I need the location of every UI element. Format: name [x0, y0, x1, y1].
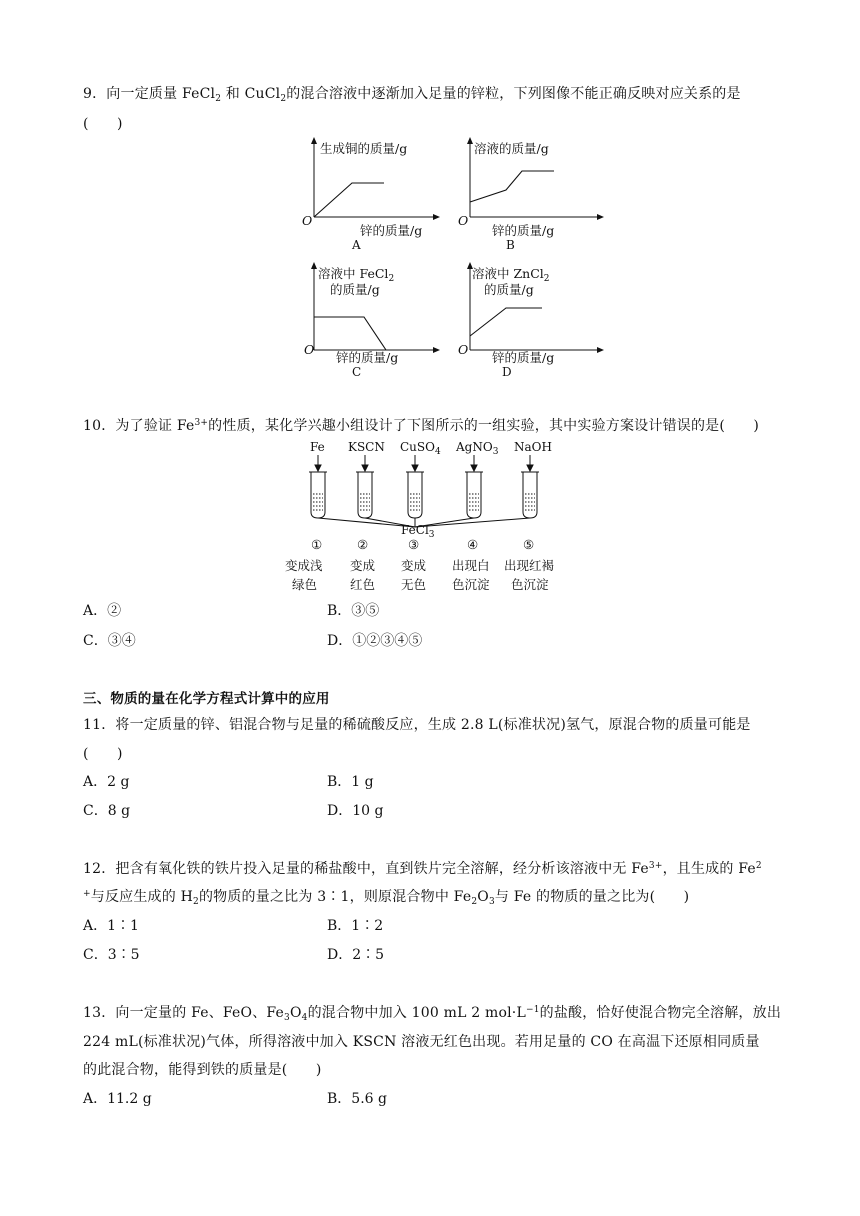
q10-stem-part: 10．为了验证 Fe	[83, 418, 195, 434]
graph-a	[300, 135, 440, 255]
tube-num-2: ②	[357, 537, 369, 552]
q12-option-d: D．2∶5	[327, 947, 385, 963]
reagent-4-sub: 3	[492, 447, 499, 457]
graph-d-origin: O	[458, 342, 469, 357]
q12-sup: 3+	[648, 861, 663, 871]
result-1-line1: 变成浅	[285, 558, 323, 573]
reagent-2	[348, 440, 385, 454]
tube-num-1: ①	[311, 537, 323, 552]
reagent-1-text: Fe	[310, 440, 325, 454]
q9-stem	[83, 83, 741, 104]
test-tube-figure	[280, 438, 580, 598]
graph-c-ylabel1-sub: 2	[388, 274, 395, 284]
tube-1	[309, 455, 327, 518]
tube-2	[356, 455, 374, 518]
q12-stem-part: ，且生成的 Fe	[662, 861, 756, 877]
q12-option-c: C．3∶5	[83, 947, 140, 963]
q11-option-d: D．10 g	[327, 803, 384, 819]
section-heading: 三、物质的量在化学方程式计算中的应用	[83, 691, 330, 707]
q12-option-b: B．1∶2	[327, 918, 384, 934]
q11-paren: ( )	[83, 746, 123, 762]
q9-paren: ( )	[83, 116, 123, 132]
q12-stem-part: 与反应生成的 H	[90, 889, 194, 905]
tube-4	[465, 455, 483, 518]
result-2-line2: 红色	[350, 577, 376, 592]
reagent-5	[514, 440, 552, 454]
q12-stem-line2	[83, 886, 689, 907]
graph-d-ylabel2: 的质量/g	[484, 282, 534, 297]
q11-option-c: C．8 g	[83, 803, 131, 819]
q12-stem-line1	[83, 858, 762, 878]
graph-a-ylabel: 生成铜的质量/g	[320, 141, 408, 156]
q13-stem-line1	[83, 1002, 781, 1023]
q9-stem-part: 9．向一定质量 FeCl	[83, 86, 216, 102]
reagent-3-sub: 4	[434, 447, 441, 457]
q10-option-b: B．③⑤	[327, 603, 380, 619]
graph-c	[300, 258, 440, 383]
q12-sup: +	[83, 889, 91, 899]
reagent-5-text: NaOH	[514, 440, 552, 454]
reagent-1	[310, 440, 325, 454]
graph-c-origin: O	[304, 342, 315, 357]
reagent-4-text: AgNO	[456, 440, 493, 454]
tube-num-5: ⑤	[523, 537, 535, 552]
reagent-3-text: CuSO	[400, 440, 435, 454]
reagent-4	[456, 440, 498, 457]
q10-option-a: A．②	[83, 603, 122, 619]
q13-stem-part: O	[289, 1005, 302, 1021]
result-3-line2: 无色	[401, 577, 427, 592]
tube-num-3: ③	[408, 537, 420, 552]
q13-stem-part: 的盐酸，恰好使混合物完全溶解，放出	[539, 1005, 782, 1021]
q12-stem-part: 12．把含有氧化铁的铁片投入足量的稀盐酸中，直到铁片完全溶解，经分析该溶液中无 Fe	[83, 861, 649, 877]
graph-b-origin: O	[458, 213, 469, 228]
graph-d-ylabel1-text: 溶液中 ZnCl	[472, 266, 544, 281]
q13-option-b: B．5.6 g	[327, 1091, 387, 1107]
graph-a-origin: O	[302, 213, 313, 228]
graph-b	[458, 135, 608, 255]
tube-num-4: ④	[467, 537, 479, 552]
q10-stem-part: 的性质，某化学兴趣小组设计了下图所示的一组实验，其中实验方案设计错误的是( )	[208, 418, 760, 434]
tube-3	[406, 455, 424, 518]
q12-stem-part: O	[477, 889, 489, 905]
graph-d-xlabel: 锌的质量/g	[492, 350, 555, 365]
graph-b-xlabel: 锌的质量/g	[492, 223, 555, 238]
center-reagent-text: FeCl	[401, 523, 429, 537]
result-3-line1: 变成	[401, 558, 427, 573]
graph-d	[458, 258, 608, 383]
graph-c-ylabel1-text: 溶液中 FeCl	[318, 266, 389, 281]
result-5-line2: 色沉淀	[511, 577, 549, 592]
q12-sub: 2	[471, 897, 478, 907]
reagent-2-text: KSCN	[348, 440, 385, 454]
graph-c-letter: C	[352, 365, 362, 379]
q13-sub: 4	[301, 1013, 308, 1023]
graph-b-letter: B	[506, 238, 515, 252]
reagent-3	[400, 440, 441, 457]
q12-option-a: A．1∶1	[83, 918, 139, 934]
q10-sup: 3+	[194, 418, 209, 428]
q13-option-a: A．11.2 g	[83, 1091, 152, 1107]
q9-stem-part: 和 CuCl	[225, 86, 281, 102]
graph-a-letter: A	[352, 238, 361, 252]
q13-sub: 3	[284, 1013, 290, 1023]
q12-stem-part: 与 Fe 的物质的量之比为( )	[494, 889, 690, 905]
result-1-line2: 绿色	[292, 577, 318, 592]
q13-stem-part: 13．向一定量的 Fe、FeO、Fe	[83, 1005, 285, 1021]
q12-stem-part: 的物质的量之比为 3∶1，则原混合物中 Fe	[198, 889, 472, 905]
q10-stem	[83, 415, 759, 435]
q11-option-b: B．1 g	[327, 774, 374, 790]
q9-stem-part: 的混合溶液中逐渐加入足量的锌粒，下列图像不能正确反映对应关系的是	[286, 86, 741, 102]
q13-sup: −1	[525, 1005, 540, 1015]
q11-option-a: A．2 g	[83, 774, 130, 790]
q10-option-c: C．③④	[83, 633, 136, 649]
q13-stem-part: 的混合物中加入 100 mL 2 mol·L	[307, 1005, 526, 1021]
q9-sub: 2	[215, 94, 222, 104]
q12-sub: 3	[488, 897, 495, 907]
center-reagent-sub: 3	[428, 530, 435, 540]
graph-c-xlabel: 锌的质量/g	[336, 350, 399, 365]
q12-sub: 2	[193, 897, 199, 907]
graph-d-letter: D	[502, 365, 512, 379]
graph-b-ylabel: 溶液的质量/g	[474, 141, 549, 156]
q12-sup: 2	[755, 861, 762, 871]
result-2-line1: 变成	[350, 558, 376, 573]
q11-stem: 11．将一定质量的锌、铝混合物与足量的稀硫酸反应，生成 2.8 L(标准状况)氢气，原混合物的质量可能是	[83, 717, 751, 733]
q13-stem-line2: 224 mL(标准状况)气体，所得溶液中加入 KSCN 溶液无红色出现。若用足量的 CO 在高温下还原相同质量	[83, 1034, 760, 1050]
result-5-line1: 出现红褐	[504, 558, 555, 573]
q13-stem-line3: 的此混合物，能得到铁的质量是( )	[83, 1062, 322, 1078]
graph-a-xlabel: 锌的质量/g	[360, 223, 423, 238]
graph-d-ylabel1-sub: 2	[543, 274, 550, 284]
tube-5	[521, 455, 539, 518]
result-4-line1: 出现白	[452, 558, 490, 573]
result-4-line2: 色沉淀	[452, 577, 490, 592]
q10-option-d: D．①②③④⑤	[327, 633, 423, 649]
graph-c-ylabel2: 的质量/g	[330, 282, 380, 297]
q9-sub: 2	[280, 94, 287, 104]
